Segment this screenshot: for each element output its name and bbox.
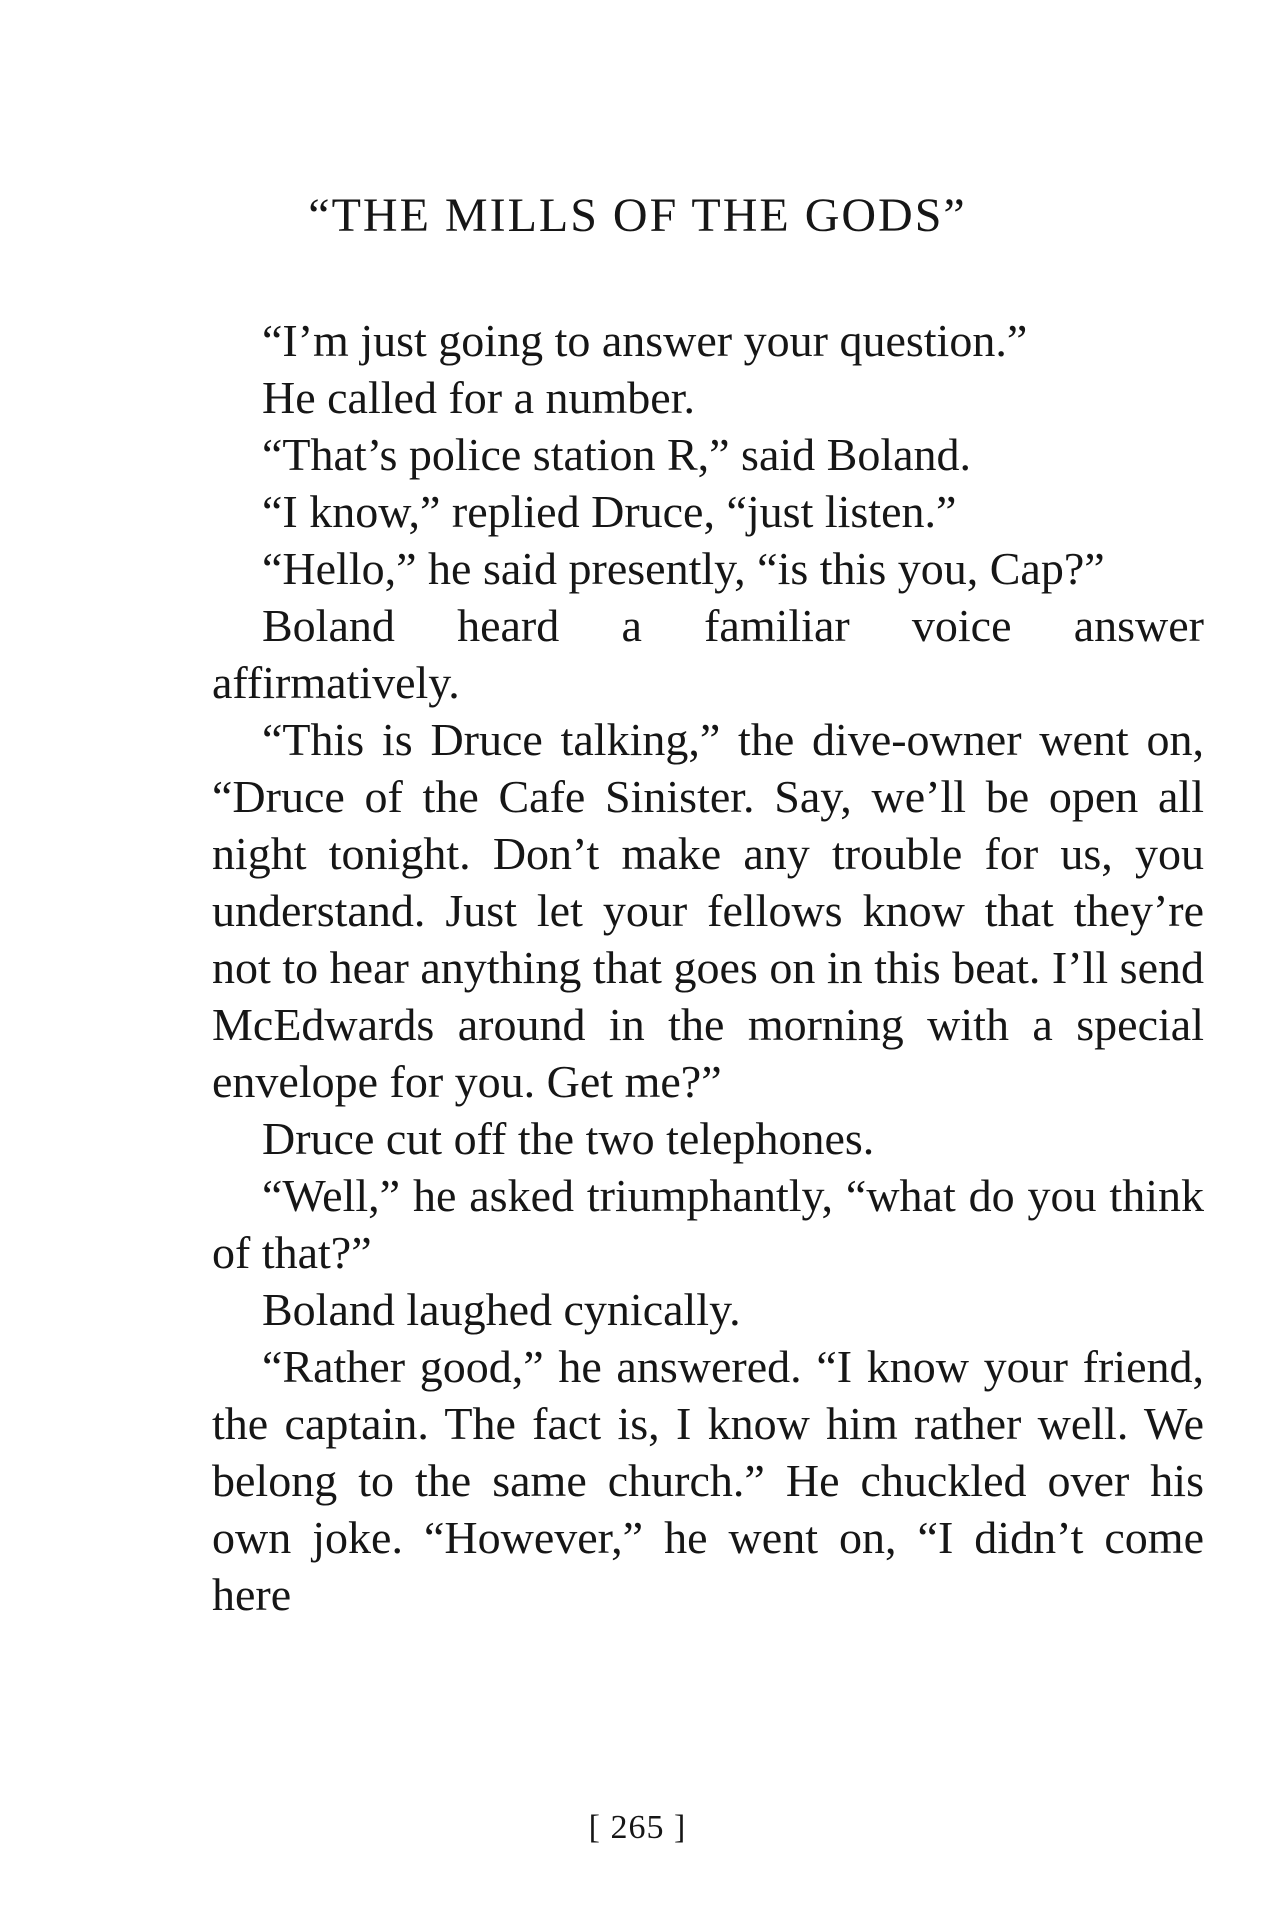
paragraph: “I’m just going to answer your question.”	[262, 315, 1028, 366]
paragraph: “Hello,” he said presently, “is this you, Cap?”	[262, 543, 1105, 594]
running-head: “THE MILLS OF THE GODS”	[308, 189, 967, 242]
paragraph: Boland heard a familiar voice answer affirmatively.	[212, 600, 1204, 708]
paragraph: “Well,” he asked triumphantly, “what do you think of that?”	[212, 1170, 1204, 1278]
paragraph: He called for a number.	[262, 372, 695, 423]
paragraph: “This is Druce talking,” the dive-owner went on, “Druce of the Cafe Sinister. Say, we’ll be open all night tonight. Don’t make any trouble for us, you understand. Just let your fellows know that they’re not to hear anything that goes on in this beat. I’ll send McEdwards around in the morning with a special envelope for you. Get me?”	[212, 714, 1204, 1107]
paragraph: “I know,” replied Druce, “just listen.”	[262, 486, 957, 537]
paragraph: “That’s police station R,” said Boland.	[262, 429, 972, 480]
paragraph: “Rather good,” he answered. “I know your friend, the captain. The fact is, I know him rather well. We belong to the same church.” He chuckled over his own joke. “However,” he went on, “I didn’t come here	[212, 1341, 1204, 1620]
paragraph: Druce cut off the two telephones.	[262, 1113, 875, 1164]
paragraph: Boland laughed cynically.	[262, 1284, 741, 1335]
page-number: [ 265 ]	[588, 1809, 687, 1846]
body-text	[212, 312, 1204, 1623]
